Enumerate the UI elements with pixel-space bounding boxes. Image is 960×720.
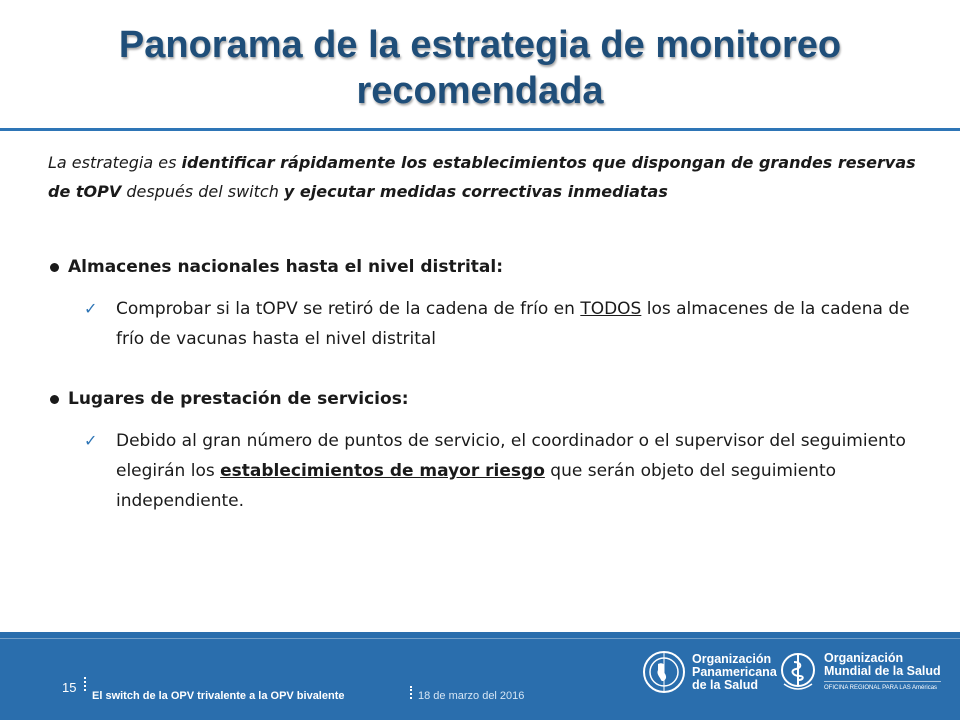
- ops-logo-line: Panamericana: [692, 664, 777, 679]
- oms-logo-line: Organización: [824, 651, 904, 665]
- section-heading: Lugares de prestación de servicios:: [68, 389, 409, 409]
- intro-text-3: después del switch: [121, 182, 284, 201]
- checkmark-icon: ✓: [84, 299, 98, 318]
- section-service-sites: [48, 384, 918, 516]
- sub-bullet: [84, 294, 918, 354]
- page-number: 15: [62, 680, 77, 695]
- sub-bullet-emphasis: establecimientos de mayor riesgo: [220, 461, 545, 481]
- section-heading: Almacenes nacionales hasta el nivel distrital:: [68, 257, 504, 277]
- sub-bullet-text-after: los almacenes de la cadena de frío de vacunas hasta el nivel distrital: [116, 299, 910, 349]
- slide-content: [48, 148, 918, 516]
- slide-title: Panorama de la estrategia de monitoreo recomendada: [118, 24, 842, 112]
- bullet-dot-icon: [50, 395, 59, 404]
- sub-bullet-text: [116, 426, 916, 516]
- oms-logo-line: Mundial de la Salud: [824, 664, 941, 678]
- sub-bullet-text-after: que serán objeto del seguimiento independiente.: [116, 461, 837, 511]
- oms-logo-subtitle: OFICINA REGIONAL PARA LAS Américas: [824, 681, 941, 692]
- title-divider: [0, 128, 960, 131]
- presentation-title: El switch de la OPV trivalente a la OPV bivalente: [92, 690, 345, 702]
- checkmark-icon: ✓: [84, 431, 98, 450]
- presentation-date: 18 de marzo del 2016: [418, 690, 525, 702]
- sub-bullet-text-before: Comprobar si la tOPV se retiró de la cadena de frío en: [116, 299, 581, 319]
- ops-logo-text: [692, 653, 777, 692]
- ops-logo-line: de la Salud: [692, 677, 758, 692]
- intro-text-1: La estrategia es: [48, 153, 182, 172]
- who-emblem-icon: [778, 650, 818, 694]
- sub-bullet: [84, 426, 918, 516]
- ops-logo-line: Organización: [692, 651, 772, 666]
- oms-logo: [778, 650, 941, 694]
- footer-separator: [84, 677, 88, 691]
- ops-logo: [642, 650, 777, 694]
- oms-logo-text: [824, 652, 941, 692]
- footer-separator: [410, 686, 414, 699]
- intro-paragraph: [48, 148, 918, 206]
- footer-bar: [0, 632, 960, 720]
- bullet-heading: [48, 384, 918, 414]
- ops-emblem-icon: [642, 650, 686, 694]
- bullet-dot-icon: [50, 263, 59, 272]
- sub-bullet-text-before: Debido al gran número de puntos de servicio, el coordinador o el supervisor del seguimiento elegirán los: [116, 431, 906, 481]
- intro-text-4: y ejecutar medidas correctivas inmediatas: [283, 182, 668, 201]
- sub-bullet-emphasis: TODOS: [580, 299, 642, 319]
- footer-divider: [0, 638, 960, 639]
- section-warehouses: [48, 252, 918, 354]
- bullet-heading: [48, 252, 918, 282]
- sub-bullet-text: [116, 294, 916, 354]
- intro-text-2: identificar rápidamente los establecimientos que dispongan de grandes reservas de tOPV: [48, 153, 916, 201]
